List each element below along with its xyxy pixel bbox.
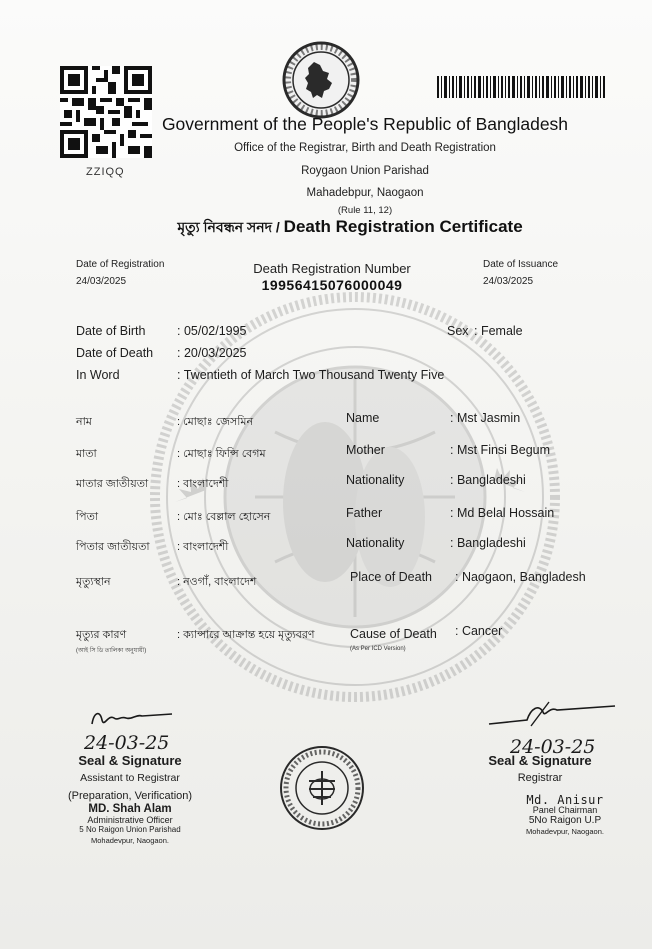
union-name: Roygaon Union Parishad — [301, 165, 429, 177]
certificate-title-bn: মৃত্যু নিবন্ধন সনদ / — [177, 219, 284, 235]
field-bn-label: মাতার জাতীয়তা — [76, 478, 149, 490]
field-bn-label: পিতার জাতীয়তা — [76, 541, 150, 553]
union-parishad-seal-icon — [279, 745, 365, 831]
field-bn-label: মৃত্যুর কারণ — [76, 629, 127, 641]
right-signature-place: Mohadevpur, Naogaon. — [526, 827, 604, 836]
right-signature-scribble-icon — [487, 700, 617, 730]
cause-note-en: (As Per ICD Version) — [350, 646, 406, 652]
field-en-label: Cause of Death — [350, 627, 437, 641]
right-signature-designation: Panel Chairman — [532, 805, 598, 815]
rule-text: (Rule 11, 12) — [337, 205, 393, 216]
field-en-value: : Mst Finsi Begum — [450, 443, 551, 457]
location-text: Mahadebpur, Naogaon — [306, 187, 424, 199]
dod-label: Date of Death — [76, 346, 154, 360]
right-signature-title: Seal & Signature — [488, 753, 592, 768]
field-bn-label: পিতা — [76, 511, 99, 523]
government-title: Government of the People's Republic of Bangladesh — [161, 114, 569, 134]
left-signature-designation: Administrative Officer — [87, 815, 173, 825]
field-en-value: : Bangladeshi — [450, 536, 526, 550]
field-en-label: Nationality — [346, 536, 405, 550]
field-en-label: Nationality — [346, 473, 405, 487]
barcode-icon — [437, 76, 605, 98]
issuance-date-label: Date of Issuance — [483, 259, 559, 270]
qr-label: ZZIQQ — [86, 166, 125, 178]
registration-date-label: Date of Registration — [76, 259, 165, 270]
right-signature-role: Registrar — [517, 772, 563, 784]
dob-value: : 05/02/1995 — [177, 324, 247, 338]
field-bn-label: মাতা — [76, 448, 97, 460]
field-bn-label: মৃত্যুস্থান — [76, 576, 111, 588]
field-bn-label: নাম — [76, 416, 92, 428]
right-handwritten-date: 24-03-25 — [510, 736, 596, 758]
certificate-title — [0, 216, 652, 240]
registration-number-label: Death Registration Number — [253, 261, 411, 276]
certificate-title-en: Death Registration Certificate — [283, 217, 523, 236]
dod-value: : 20/03/2025 — [177, 346, 247, 360]
field-en-value: : Naogaon, Bangladesh — [455, 570, 586, 584]
dob-label: Date of Birth — [76, 324, 146, 338]
field-bn-value: : মোছাঃ জেসমিন — [177, 416, 254, 428]
left-signature-role2: (Preparation, Verification) — [67, 790, 193, 802]
right-signature-name: Md. Anisur — [526, 793, 604, 807]
field-en-label: Place of Death — [350, 570, 432, 584]
left-signature-scribble-icon — [86, 706, 176, 732]
sex-label: Sex — [447, 324, 469, 338]
inword-value: : Twentieth of March Two Thousand Twenty Five — [177, 368, 445, 382]
field-en-label: Mother — [346, 443, 385, 457]
government-emblem-icon — [281, 40, 361, 120]
registration-number-value: 19956415076000049 — [261, 277, 403, 293]
field-en-value: : Md Belal Hossain — [450, 506, 555, 520]
field-bn-value: : মোছাঃ ফিন্সি বেগম — [177, 448, 266, 460]
left-signature-title: Seal & Signature — [78, 753, 182, 768]
left-signature-name: MD. Shah Alam — [88, 803, 172, 815]
cause-note-bn: (আই সি ডি তালিকা অনুযায়ী) — [76, 648, 147, 654]
field-bn-value: : নওগাঁ, বাংলাদেশ — [177, 576, 257, 588]
office-title: Office of the Registrar, Birth and Death Registration — [234, 142, 496, 154]
left-signature-office: 5 No Raigon Union Parishad — [79, 825, 181, 834]
left-signature-role: Assistant to Registrar — [80, 772, 180, 784]
right-signature-office: 5No Raigon U.P — [528, 815, 602, 826]
field-en-value: : Mst Jasmin — [450, 411, 521, 425]
field-bn-value: : মোঃ বেল্লাল হোসেন — [177, 511, 271, 523]
left-handwritten-date: 24-03-25 — [84, 732, 170, 754]
issuance-date-value: 24/03/2025 — [483, 276, 534, 287]
registration-date-value: 24/03/2025 — [76, 276, 127, 287]
field-en-label: Father — [346, 506, 383, 520]
field-en-value: : Bangladeshi — [450, 473, 526, 487]
field-en-value: : Cancer — [455, 624, 503, 638]
left-signature-place: Mohadevpur, Naogaon. — [91, 836, 169, 845]
field-bn-value: : বাংলাদেশী — [177, 541, 229, 553]
field-bn-value: : ক্যান্সারে আক্রান্ত হয়ে মৃত্যুবরণ — [177, 629, 315, 641]
field-bn-value: : বাংলাদেশী — [177, 478, 229, 490]
sex-value: : Female — [474, 324, 523, 338]
field-en-label: Name — [346, 411, 380, 425]
inword-label: In Word — [76, 368, 120, 382]
